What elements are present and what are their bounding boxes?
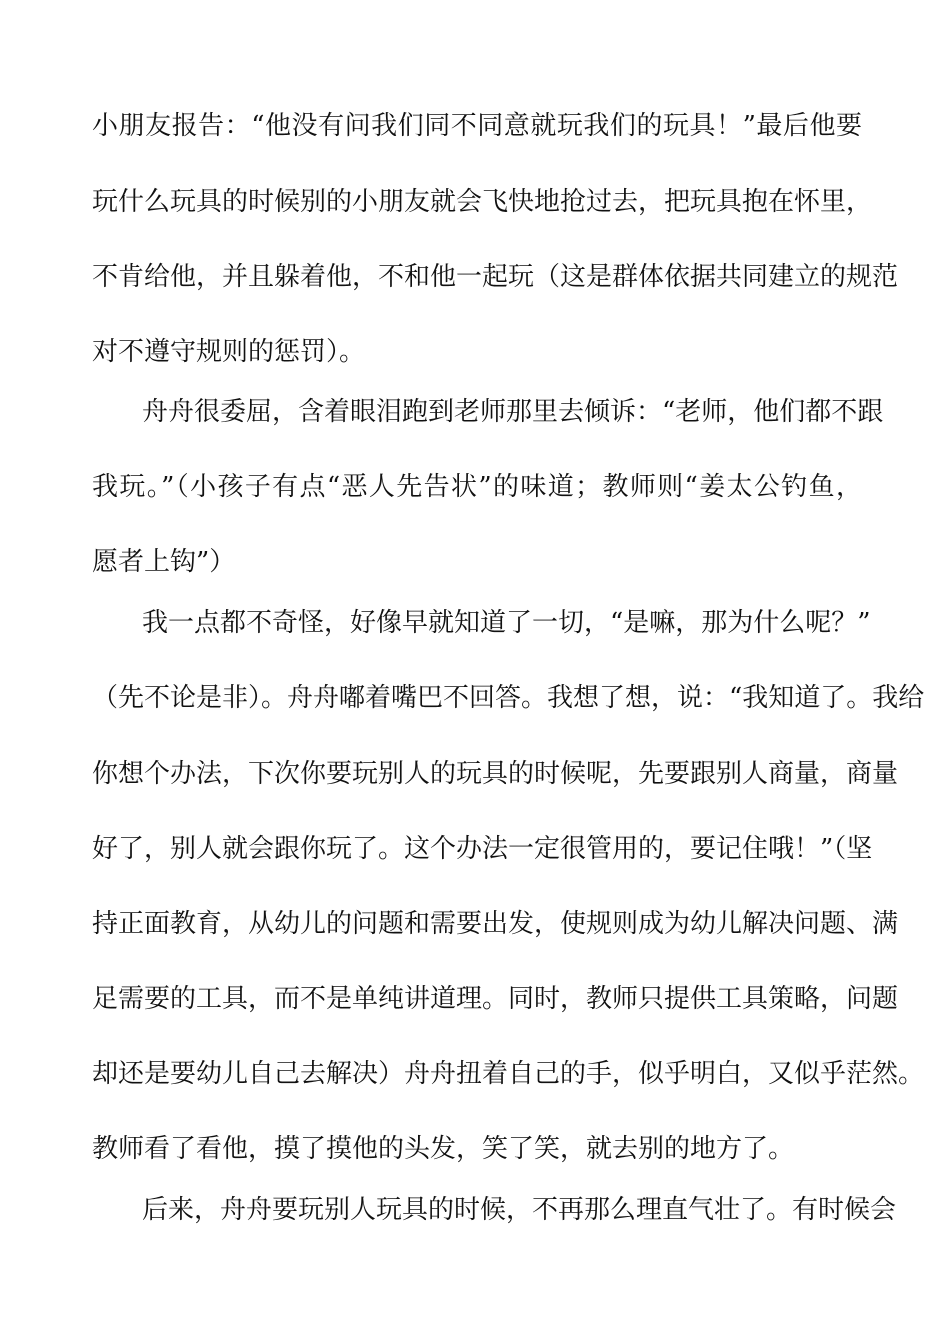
paragraph-first-line: 后来，舟舟要玩别人玩具的时候，不再那么理直气壮了。有时候会 [142,1195,897,1225]
text-line: 玩什么玩具的时候别的小朋友就会飞快地抢过去，把玩具抱在怀里， [92,187,873,217]
paragraph-first-line: 我一点都不奇怪，好像早就知道了一切，“是嘛，那为什么呢？” [142,608,871,638]
paragraph-first-line: 舟舟很委屈，含着眼泪跑到老师那里去倾诉：“老师，他们都不跟 [142,397,884,427]
text-line: 却还是要幼儿自己去解决）舟舟扭着自己的手，似乎明白，又似乎茫然。 [92,1059,925,1089]
text-line: 不肯给他，并且躲着他，不和他一起玩（这是群体依据共同建立的规范 [92,262,899,292]
text-line: 足需要的工具，而不是单纯讲道理。同时，教师只提供工具策略，问题 [92,984,899,1014]
text-line: 愿者上钩”） [92,547,236,577]
text-line: 教师看了看他，摸了摸他的头发，笑了笑，就去别的地方了。 [92,1134,795,1164]
text-line: 好了，别人就会跟你玩了。这个办法一定很管用的，要记住哦！”（坚 [92,834,873,864]
text-line: 持正面教育，从幼儿的问题和需要出发，使规则成为幼儿解决问题、满 [92,909,899,939]
text-line: 小朋友报告：“他没有问我们同不同意就玩我们的玩具！”最后他要 [92,111,862,141]
text-line: 你想个办法，下次你要玩别人的玩具的时候呢，先要跟别人商量，商量 [92,759,899,789]
text-line: （先不论是非）。舟舟嘟着嘴巴不回答。我想了想，说：“我知道了。我给 [92,683,925,713]
text-line: 我玩。”（小孩子有点“恶人先告状”的味道；教师则“姜太公钓鱼， [92,472,862,502]
text-line: 对不遵守规则的惩罚）。 [92,337,366,367]
